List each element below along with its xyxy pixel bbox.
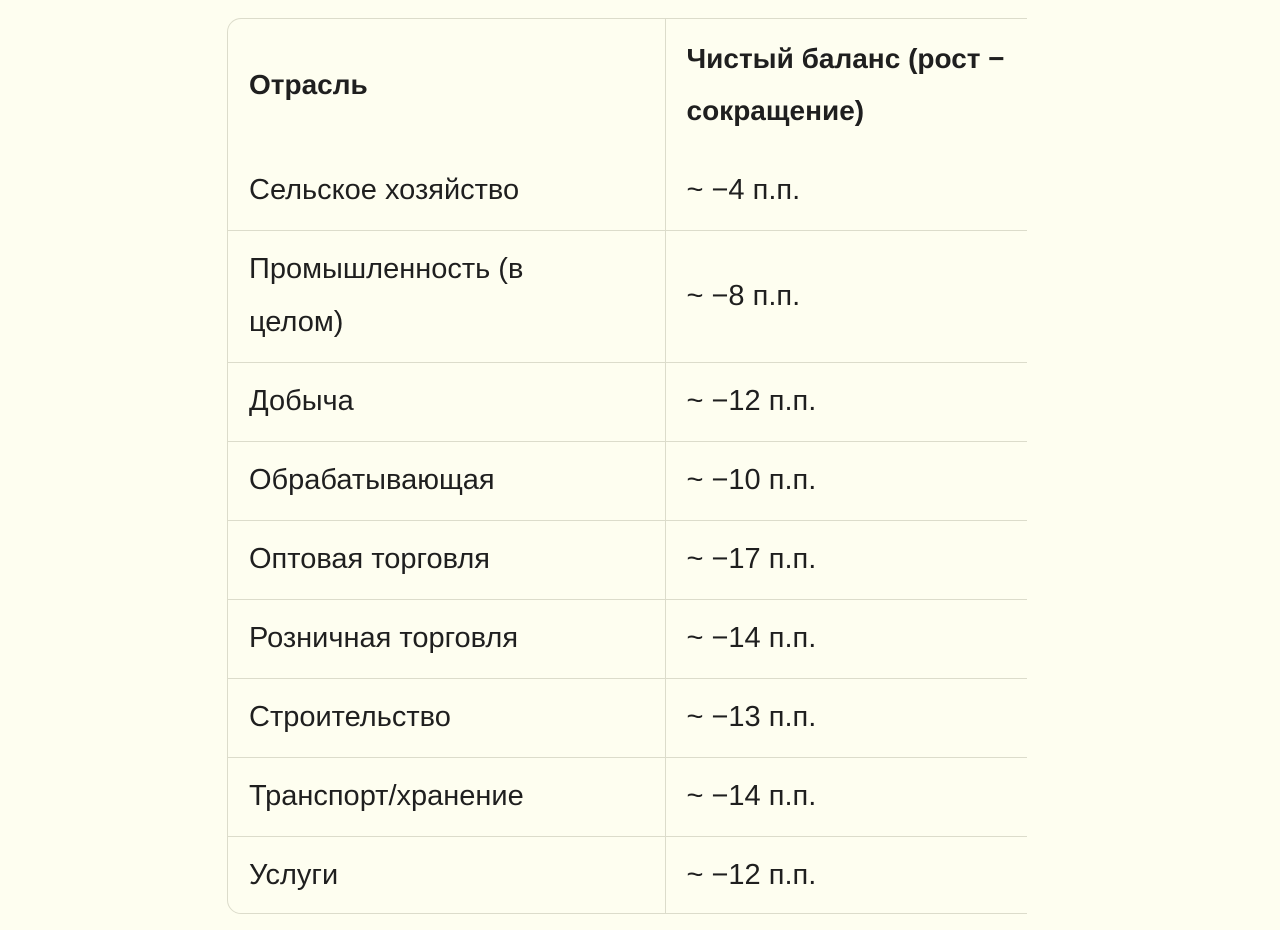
cell-balance: ~ −14 п.п. xyxy=(665,757,1027,836)
cell-sector xyxy=(228,230,665,362)
table-row xyxy=(228,230,1027,362)
table-row xyxy=(228,151,1027,230)
cell-sector: Транспорт/хранение xyxy=(228,757,665,836)
cell-balance: ~ −10 п.п. xyxy=(665,441,1027,520)
cell-balance: ~ −14 п.п. xyxy=(665,599,1027,678)
table-row xyxy=(228,441,1027,520)
cell-sector-line1: Промышленность (в xyxy=(249,253,524,285)
table-container xyxy=(227,18,1027,914)
table-row xyxy=(228,362,1027,441)
header-sector: Отрасль xyxy=(249,69,368,100)
table-row xyxy=(228,757,1027,836)
table-header-row xyxy=(228,19,1027,151)
cell-sector: Обрабатывающая xyxy=(228,441,665,520)
table-row xyxy=(228,836,1027,914)
cell-balance: ~ −4 п.п. xyxy=(665,151,1027,230)
cell-sector: Сельское хозяйство xyxy=(249,173,520,206)
cell-sector: Розничная торговля xyxy=(228,599,665,678)
cell-balance: ~ −17 п.п. xyxy=(665,520,1027,599)
table-viewport[interactable] xyxy=(227,18,1027,916)
cell-sector-line2: целом) xyxy=(249,306,344,338)
header-balance xyxy=(665,19,1027,151)
cell-balance: ~ −12 п.п. xyxy=(665,836,1027,914)
header-balance-line2: сокращение) xyxy=(686,95,865,126)
table-row xyxy=(228,599,1027,678)
cell-balance: ~ −8 п.п. xyxy=(665,230,1027,362)
cell-sector: Услуги xyxy=(228,836,665,914)
table-row xyxy=(228,520,1027,599)
sector-balance-table xyxy=(228,19,1027,914)
header-balance-line1: Чистый баланс (рост − xyxy=(686,43,1005,74)
cell-sector: Строительство xyxy=(228,678,665,757)
cell-balance: ~ −12 п.п. xyxy=(665,362,1027,441)
table-row xyxy=(228,678,1027,757)
cell-sector: Оптовая торговля xyxy=(228,520,665,599)
cell-sector: Добыча xyxy=(228,362,665,441)
cell-balance: ~ −13 п.п. xyxy=(665,678,1027,757)
